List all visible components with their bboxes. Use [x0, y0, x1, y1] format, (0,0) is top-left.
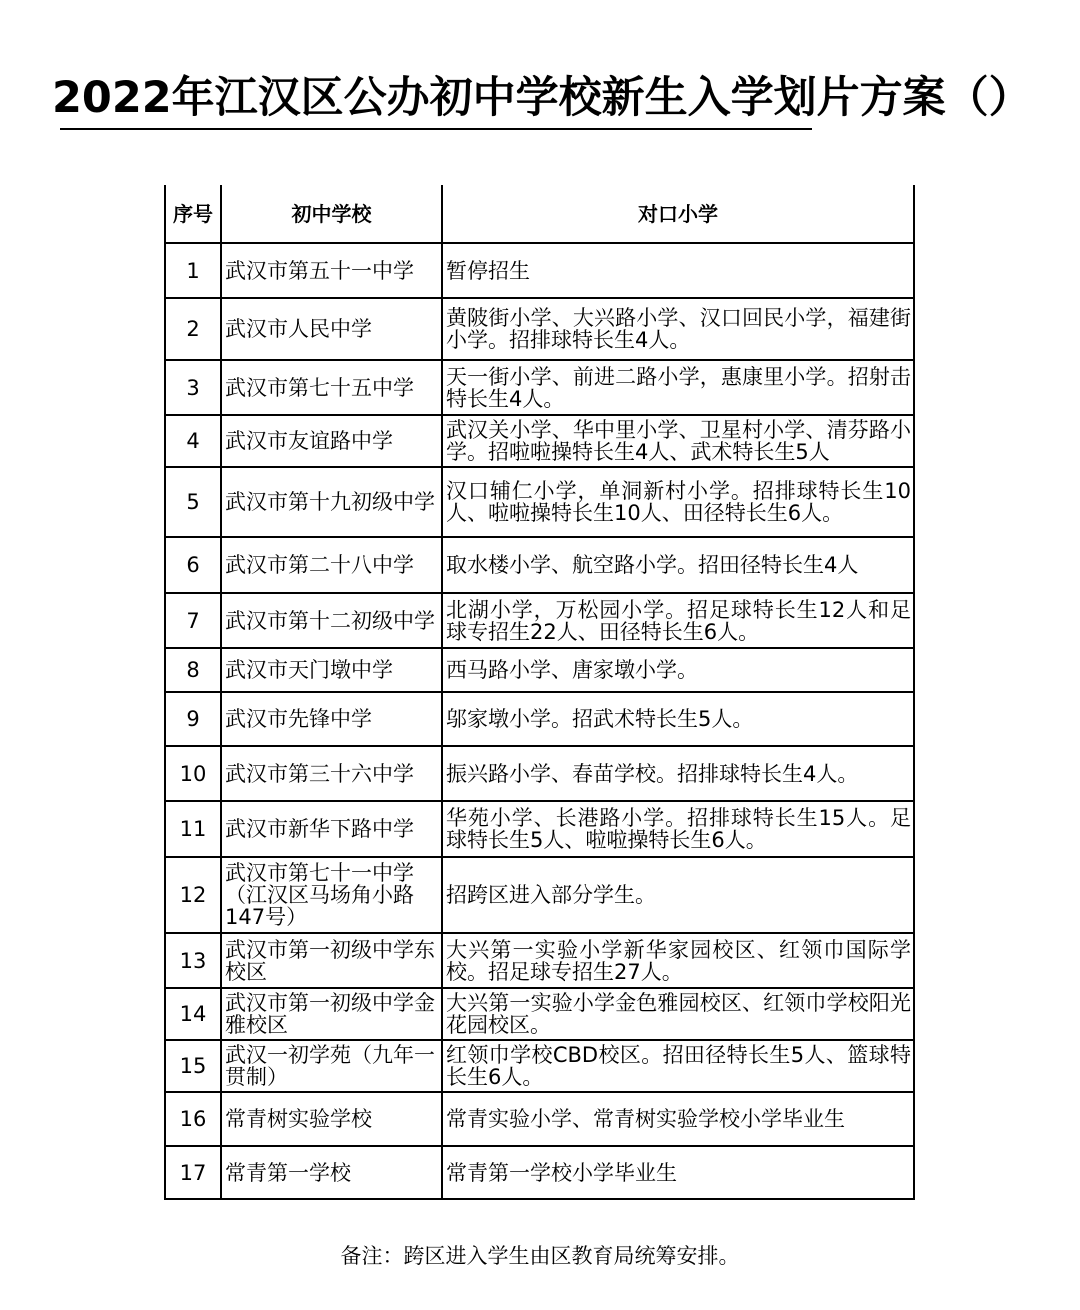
- row-school: 武汉市第十二初级中学: [221, 593, 442, 648]
- table-row: [165, 360, 914, 415]
- row-no: 6: [165, 537, 221, 593]
- title-underline: [60, 128, 812, 130]
- row-school: 武汉市第五十一中学: [221, 243, 442, 298]
- row-school: 武汉市第二十八中学: [221, 537, 442, 593]
- row-school: 武汉市第十九初级中学: [221, 467, 442, 537]
- header-middle-school: 初中学校: [221, 185, 442, 243]
- table-row: [165, 988, 914, 1040]
- table-row: [165, 537, 914, 593]
- table-row: [165, 298, 914, 360]
- table-row: [165, 243, 914, 298]
- row-primary: 天一街小学、前进二路小学，惠康里小学。招射击特长生4人。: [442, 360, 914, 415]
- row-school: 武汉市友谊路中学: [221, 415, 442, 467]
- table-row: [165, 593, 914, 648]
- header-primary-school: 对口小学: [442, 185, 914, 243]
- row-no: 13: [165, 933, 221, 988]
- row-school: 武汉一初学苑（九年一贯制）: [221, 1040, 442, 1092]
- row-school: 武汉市第一初级中学东校区: [221, 933, 442, 988]
- row-no: 7: [165, 593, 221, 648]
- row-school: 武汉市人民中学: [221, 298, 442, 360]
- table-row: [165, 801, 914, 857]
- enrollment-table: [164, 185, 915, 1200]
- row-no: 16: [165, 1092, 221, 1146]
- header-no: 序号: [165, 185, 221, 243]
- row-primary: 红领巾学校CBD校区。招田径特长生5人、篮球特长生6人。: [442, 1040, 914, 1092]
- row-no: 15: [165, 1040, 221, 1092]
- table-row: [165, 933, 914, 988]
- row-no: 2: [165, 298, 221, 360]
- row-no: 12: [165, 857, 221, 933]
- row-primary: 华苑小学、长港路小学。招排球特长生15人。足球特长生5人、啦啦操特长生6人。: [442, 801, 914, 857]
- row-no: 10: [165, 746, 221, 801]
- row-no: 8: [165, 648, 221, 692]
- row-no: 14: [165, 988, 221, 1040]
- row-primary: 暂停招生: [442, 243, 914, 298]
- page-title: 2022年江汉区公办初中学校新生入学划片方案（）: [52, 73, 1032, 123]
- row-school: 武汉市第一初级中学金雅校区: [221, 988, 442, 1040]
- row-primary: 招跨区进入部分学生。: [442, 857, 914, 933]
- table-row: [165, 746, 914, 801]
- table-row: [165, 1092, 914, 1146]
- table-row: [165, 1146, 914, 1199]
- row-primary: 汉口辅仁小学，单洞新村小学。招排球特长生10人、啦啦操特长生10人、田径特长生6人。: [442, 467, 914, 537]
- table-header-row: [165, 185, 914, 243]
- row-school: 武汉市天门墩中学: [221, 648, 442, 692]
- table-row: [165, 415, 914, 467]
- row-school: 常青第一学校: [221, 1146, 442, 1199]
- row-primary: 振兴路小学、春苗学校。招排球特长生4人。: [442, 746, 914, 801]
- table-row: [165, 467, 914, 537]
- row-primary: 武汉关小学、华中里小学、卫星村小学、清芬路小学。招啦啦操特长生4人、武术特长生5人: [442, 415, 914, 467]
- row-no: 3: [165, 360, 221, 415]
- row-no: 11: [165, 801, 221, 857]
- row-school: 武汉市第七十五中学: [221, 360, 442, 415]
- row-no: 1: [165, 243, 221, 298]
- footnote: 备注：跨区进入学生由区教育局统筹安排。: [340, 1244, 740, 1268]
- row-primary: 黄陂街小学、大兴路小学、汉口回民小学，福建街小学。招排球特长生4人。: [442, 298, 914, 360]
- row-primary: 常青第一学校小学毕业生: [442, 1146, 914, 1199]
- row-school: 武汉市新华下路中学: [221, 801, 442, 857]
- row-primary: 北湖小学，万松园小学。招足球特长生12人和足球专招生22人、田径特长生6人。: [442, 593, 914, 648]
- row-primary: 大兴第一实验小学新华家园校区、红领巾国际学校。招足球专招生27人。: [442, 933, 914, 988]
- table-row: [165, 857, 914, 933]
- row-school: 武汉市先锋中学: [221, 692, 442, 746]
- row-school: 武汉市第七十一中学（江汉区马场角小路147号）: [221, 857, 442, 933]
- row-school: 常青树实验学校: [221, 1092, 442, 1146]
- row-school: 武汉市第三十六中学: [221, 746, 442, 801]
- row-primary: 常青实验小学、常青树实验学校小学毕业生: [442, 1092, 914, 1146]
- row-primary: 邬家墩小学。招武术特长生5人。: [442, 692, 914, 746]
- row-no: 17: [165, 1146, 221, 1199]
- row-no: 5: [165, 467, 221, 537]
- row-no: 4: [165, 415, 221, 467]
- table-row: [165, 1040, 914, 1092]
- table-row: [165, 648, 914, 692]
- row-primary: 大兴第一实验小学金色雅园校区、红领巾学校阳光花园校区。: [442, 988, 914, 1040]
- row-primary: 取水楼小学、航空路小学。招田径特长生4人: [442, 537, 914, 593]
- row-no: 9: [165, 692, 221, 746]
- table-row: [165, 692, 914, 746]
- row-primary: 西马路小学、唐家墩小学。: [442, 648, 914, 692]
